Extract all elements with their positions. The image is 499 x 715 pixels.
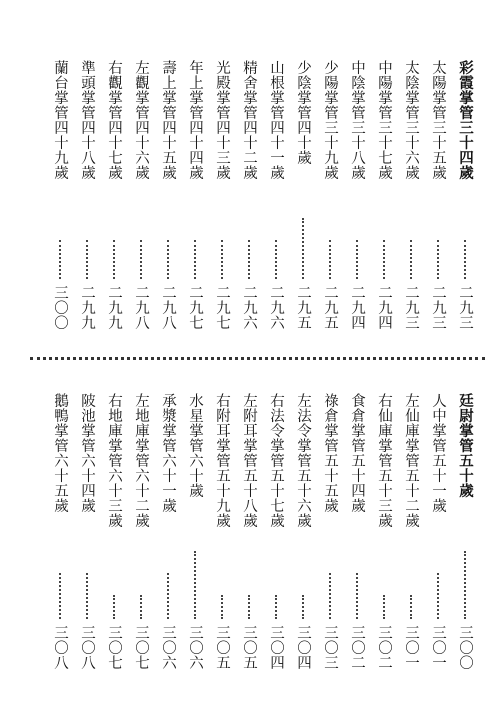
entry-title: 食倉掌管五十四歲	[349, 393, 365, 513]
page-number: 三〇七	[106, 625, 122, 670]
page-number: 二九六	[241, 285, 257, 330]
dot-leader	[464, 551, 466, 619]
page-number: 二九六	[268, 285, 284, 330]
page-number: 二九八	[133, 285, 149, 330]
dot-leader	[410, 240, 412, 279]
entry-title: 太陰掌管三十六歲	[403, 60, 419, 180]
entry-title: 壽上掌管四十五歲	[160, 60, 176, 180]
dot-leader	[302, 595, 304, 619]
dot-leader	[86, 240, 88, 279]
dot-leader	[59, 240, 61, 279]
page-number: 三〇一	[430, 625, 446, 670]
dot-leader	[194, 240, 196, 279]
page-number: 三〇三	[322, 625, 338, 670]
section-divider	[30, 357, 485, 360]
entry-title: 少陰掌管四十歲	[295, 60, 311, 165]
page-number: 三〇一	[403, 625, 419, 670]
page-number: 三〇六	[160, 625, 176, 670]
dot-leader	[221, 595, 223, 619]
page-number: 三〇八	[79, 625, 95, 670]
page-number: 三〇五	[241, 625, 257, 670]
entry-title: 鵝鴨掌管六十五歲	[52, 393, 68, 513]
dot-leader	[356, 240, 358, 279]
page-number: 三〇四	[295, 625, 311, 670]
page-number: 三〇六	[187, 625, 203, 670]
dot-leader	[167, 240, 169, 279]
dot-leader	[275, 240, 277, 279]
page-number: 二九七	[214, 285, 230, 330]
page-number: 二九三	[457, 285, 473, 330]
dot-leader	[113, 595, 115, 619]
page-number: 三〇二	[349, 625, 365, 670]
dot-leader	[248, 240, 250, 279]
entry-title: 左觀掌管四十六歲	[133, 60, 149, 180]
page-number: 三〇八	[52, 625, 68, 670]
dot-leader	[356, 573, 358, 619]
entry-title: 右附耳掌管五十九歲	[214, 393, 230, 528]
page-number: 二九九	[106, 285, 122, 330]
dot-leader	[383, 240, 385, 279]
entry-title: 光殿掌管四十三歲	[214, 60, 230, 180]
entry-title: 左地庫掌管六十二歲	[133, 393, 149, 528]
dot-leader	[275, 595, 277, 619]
entry-title: 左附耳掌管五十八歲	[241, 393, 257, 528]
page-number: 三〇四	[268, 625, 284, 670]
entry-title: 蘭台掌管四十九歲	[52, 60, 68, 180]
page-number: 三〇七	[133, 625, 149, 670]
page-number: 二九四	[349, 285, 365, 330]
entry-title: 太陽掌管三十五歲	[430, 60, 446, 180]
page-number: 三〇二	[376, 625, 392, 670]
page-number: 三〇五	[214, 625, 230, 670]
entry-title: 陂池掌管六十四歲	[79, 393, 95, 513]
entry-title: 精舍掌管四十二歲	[241, 60, 257, 180]
dot-leader	[194, 551, 196, 619]
page-number: 二九七	[187, 285, 203, 330]
dot-leader	[437, 240, 439, 279]
entry-title: 少陽掌管三十九歲	[322, 60, 338, 180]
entry-title: 彩霞掌管三十四歲	[457, 60, 474, 180]
dot-leader	[410, 595, 412, 619]
dot-leader	[140, 595, 142, 619]
entry-title: 左法令掌管五十六歲	[295, 393, 311, 528]
entry-title: 廷尉掌管五十歲	[457, 393, 474, 498]
dot-leader	[383, 595, 385, 619]
entry-title: 水星掌管六十歲	[187, 393, 203, 498]
entry-title: 承漿掌管六十一歲	[160, 393, 176, 513]
dot-leader	[248, 595, 250, 619]
entry-title: 祿倉掌管五十五歲	[322, 393, 338, 513]
dot-leader	[329, 573, 331, 619]
page-number: 二九五	[322, 285, 338, 330]
page-number: 三〇〇	[52, 285, 68, 330]
dot-leader	[329, 240, 331, 279]
entry-title: 中陽掌管三十七歲	[376, 60, 392, 180]
entry-title: 人中掌管五十一歲	[430, 393, 446, 513]
entry-title: 準頭掌管四十八歲	[79, 60, 95, 180]
dot-leader	[140, 240, 142, 279]
page-number: 二九九	[79, 285, 95, 330]
entry-title: 右仙庫掌管五十三歲	[376, 393, 392, 528]
page-number: 二九三	[403, 285, 419, 330]
dot-leader	[302, 218, 304, 279]
dot-leader	[113, 240, 115, 279]
page-number: 二九八	[160, 285, 176, 330]
dot-leader	[86, 573, 88, 619]
entry-title: 年上掌管四十四歲	[187, 60, 203, 180]
dot-leader	[437, 573, 439, 619]
dot-leader	[221, 240, 223, 279]
entry-title: 中陰掌管三十八歲	[349, 60, 365, 180]
entry-title: 右觀掌管四十七歲	[106, 60, 122, 180]
dot-leader	[167, 573, 169, 619]
entry-title: 左仙庫掌管五十二歲	[403, 393, 419, 528]
dot-leader	[464, 240, 466, 279]
page-number: 三〇〇	[457, 625, 473, 670]
entry-title: 右地庫掌管六十三歲	[106, 393, 122, 528]
entry-title: 山根掌管四十一歲	[268, 60, 284, 180]
dot-leader	[59, 573, 61, 619]
page-number: 二九五	[295, 285, 311, 330]
entry-title: 右法令掌管五十七歲	[268, 393, 284, 528]
page-number: 二九四	[376, 285, 392, 330]
page-number: 二九三	[430, 285, 446, 330]
